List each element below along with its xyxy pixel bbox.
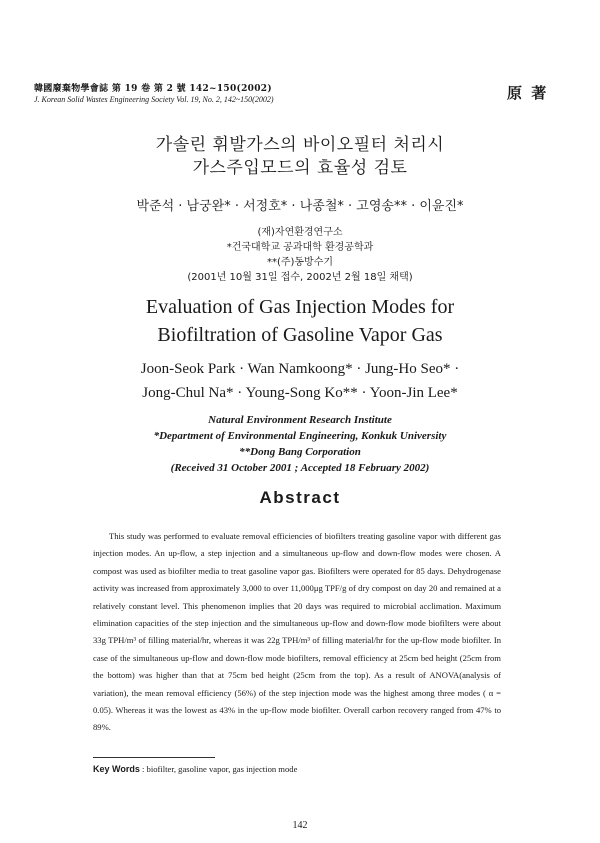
korean-authors: 박준석 · 남궁완* · 서정호* · 나종철* · 고영송** · 이윤진* <box>136 199 464 214</box>
abstract-paragraph: This study was performed to evaluate removal efficiencies of biofilters treating gasoline vapor with different gas injection modes. An up-flow, a step injection and a simultaneous up-flow and down-flow modes were chosen. A compost was used as biofilter media to treat gasoline vapor gas. Biofilters were operated for 85 days. Dehydrogenase activity was increased from approximately 3,000 to over 11,000μg TPF/g of dry compost on day 20 and remained at a relatively constant level. This phenomenon implies that 20 days was required to microbial acclimation. Maximum elimination capacities of the step injection and the simultaneous up-flow and down-flow mode biofilters were about 33g TPH/m³ of filling material/hr, whereas it was 22g TPH/m³ of filling material/hr for the up-flow mode biofilter. In case of the simultaneous up-flow and down-flow mode biofilters, removal efficiency at 25cm bed height (25cm from the bottom) was higher than that at 75cm bed height (25cm from the top). As a result of ANOVA(analysis of variation), the mean removal efficiency (56%) of the step injection mode was the highest among three modes ( α = 0.05). Whereas it was the lowest as 43% in the up-flow mode biofilter. Overall carbon recovery ranged from 47% to 89%. <box>93 531 501 733</box>
english-received-date: (Received 31 October 2001 ; Accepted 18 February 2002) <box>170 462 430 474</box>
english-affiliation-2: *Department of Environmental Engineering, Konkuk University <box>153 430 447 442</box>
english-title-line1: Evaluation of Gas Injection Modes for <box>145 296 455 318</box>
english-affiliation-3: **Dong Bang Corporation <box>239 446 361 458</box>
keywords-divider <box>93 757 215 758</box>
english-title-line2: Biofiltration of Gasoline Vapor Gas <box>157 324 443 346</box>
article-type-label: 原 著 <box>507 84 549 102</box>
keywords-list: : biofilter, gasoline vapor, gas injection mode <box>139 764 298 774</box>
abstract-heading: Abstract <box>259 488 341 507</box>
journal-header-english: J. Korean Solid Wastes Engineering Society Vol. 19, No. 2, 142~150(2002) <box>34 95 274 104</box>
page-number: 142 <box>292 820 308 831</box>
korean-received-date: (2001년 10월 31일 접수, 2002년 2월 18일 채택) <box>187 272 413 283</box>
korean-affiliation-2: *건국대학교 공과대학 환경공학과 <box>226 242 374 253</box>
journal-header-korean: 韓國廢棄物學會誌 第 19 卷 第 2 號 142~150(2002) <box>34 84 272 94</box>
english-affiliation-1: Natural Environment Research Institute <box>208 414 392 426</box>
korean-affiliation-3: **(주)동방수기 <box>266 257 334 268</box>
english-authors-line2: Jong-Chul Na* · Young-Song Ko** · Yoon-Jin Lee* <box>142 385 458 401</box>
korean-affiliation-1: (재)자연환경연구소 <box>257 227 343 238</box>
english-authors-line1: Joon-Seok Park · Wan Namkoong* · Jung-Ho Seo* · <box>140 361 460 377</box>
korean-title-line1: 가솔린 휘발가스의 바이오필터 처리시 <box>155 135 445 155</box>
keywords <box>93 764 297 774</box>
korean-title-line2: 가스주입모드의 효율성 검토 <box>192 158 408 178</box>
abstract-body <box>93 528 501 737</box>
keywords-label: Key Words <box>93 764 140 774</box>
